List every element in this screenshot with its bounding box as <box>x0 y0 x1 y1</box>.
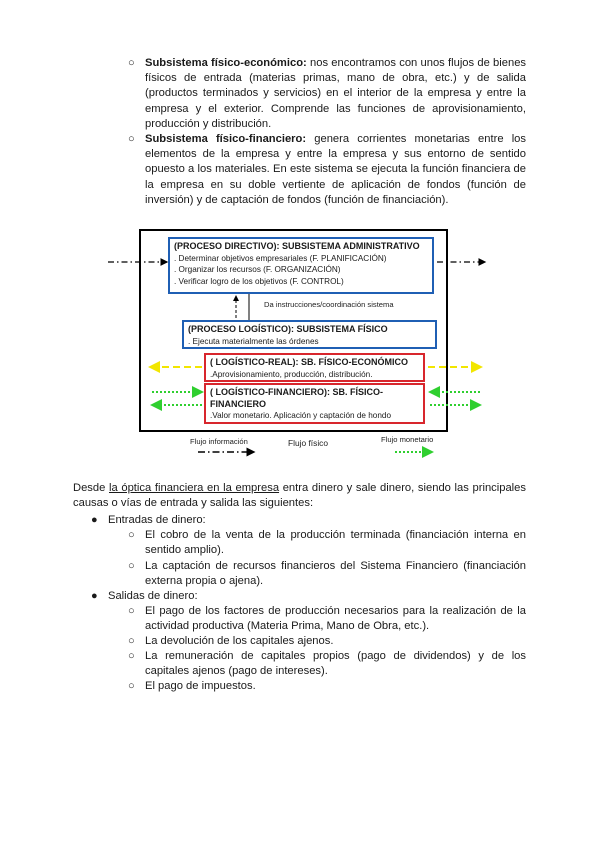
logistic-box <box>182 320 437 349</box>
hollow-bullet-icon: ○ <box>128 635 135 647</box>
real-box <box>204 353 425 382</box>
hollow-bullet-icon: ○ <box>128 680 135 692</box>
list-item: La remuneración de capitales propios (pago de dividendos) y de los capitales ajenos (pago de intereses). <box>145 650 526 678</box>
hollow-bullet-icon: ○ <box>128 605 135 617</box>
hollow-bullet-icon: ○ <box>128 529 135 541</box>
financial-box <box>204 383 425 424</box>
directive-line: . Determinar objetivos empresariales (F. PLANIFICACIÓN) <box>174 253 387 263</box>
list-term: Subsistema físico-económico: <box>145 57 307 69</box>
directive-line: . Organizar los recursos (F. ORGANIZACIÓN) <box>174 265 341 275</box>
bullet-icon: ● <box>91 514 98 526</box>
paragraph-underlined: la óptica financiera en la empresa <box>109 482 280 494</box>
list-item: El cobro de la venta de la producción terminada (financiación interna en sentido amplio). <box>145 529 526 557</box>
hollow-bullet-icon: ○ <box>128 57 135 69</box>
hollow-bullet-icon: ○ <box>128 560 135 572</box>
financial-title: ( LOGÍSTICO-FINANCIERO): SB. FÍSICO-FINANCIERO <box>210 387 383 409</box>
real-title: ( LOGÍSTICO-REAL): SB. FÍSICO-ECONÓMICO <box>210 357 408 367</box>
logistic-title: (PROCESO LOGÍSTICO): SUBSISTEMA FÍSICO <box>188 324 388 334</box>
hollow-bullet-icon: ○ <box>128 650 135 662</box>
list-term: Subsistema físico-financiero: <box>145 133 307 145</box>
hollow-bullet-icon: ○ <box>128 133 135 145</box>
directive-line: . Verificar logro de los objetivos (F. CONTROL) <box>174 276 344 286</box>
financial-line: .Valor monetario. Aplicación y captación de hondo <box>210 411 391 420</box>
entries-label: Entradas de dinero: <box>108 514 206 526</box>
exits-label: Salidas de dinero: <box>108 590 198 602</box>
directive-box <box>168 237 434 294</box>
legend-info-label: Flujo información <box>190 437 248 446</box>
real-line: .Aprovisionamiento, producción, distribución. <box>210 369 373 379</box>
list-item: La devolución de los capitales ajenos. <box>145 635 334 647</box>
bullet-icon: ● <box>91 590 98 602</box>
list-text: genera corrientes monetarias entre los elementos de la empresa y entre la empresa y sus entorno de sentido opuesto a los materiales. En este sistema se ejecuta la función financiera de la empresa en su doble vertiente de aplicación de fondos (función de inversión) y de captación de fondos (función de financiación). <box>145 133 526 206</box>
list-item: La captación de recursos financieros del Sistema Financiero (financiación externa propia o ajena). <box>145 560 526 588</box>
directive-title: (PROCESO DIRECTIVO): SUBSISTEMA ADMINISTRATIVO <box>174 241 420 251</box>
paragraph-pre: Desde <box>73 482 109 494</box>
legend-monetary-label: Flujo monetario <box>381 435 434 444</box>
logistic-line: . Ejecuta materialmente las órdenes <box>188 336 319 346</box>
instructions-label: Da instrucciones/coordinación sistema <box>264 300 394 309</box>
legend-physical-label: Flujo físico <box>288 438 329 448</box>
list-item: El pago de impuestos. <box>145 680 256 692</box>
paragraph-post: entra dinero y sale dinero, siendo las principales causas o vías de entrada y salida las siguientes: <box>73 482 526 510</box>
intro-paragraph <box>73 481 526 511</box>
list-text: nos encontramos con unos flujos de bienes físicos de entrada (materias primas, mano de obra, etc.) y de salida (productos terminados y servicios) en el interior de la empresa y entre la empresa y el exterior. Comprende las funciones de aprovisionamiento, producción y distribución. <box>145 57 527 130</box>
list-item: El pago de los factores de producción necesarios para la realización de la actividad productiva (Materia Prima, Mano de Obra, etc.). <box>145 605 526 633</box>
